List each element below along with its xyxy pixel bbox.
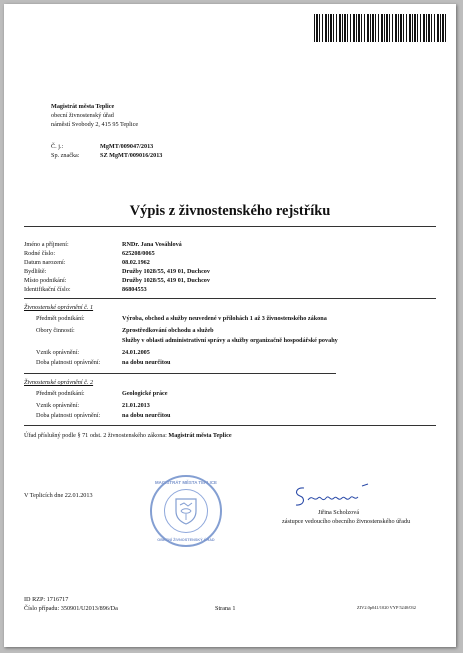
authority-line [24,432,232,439]
coat-of-arms-icon [174,497,198,525]
person-label: Identifikační číslo: [24,286,71,293]
footer-case: Číslo případu: 350901/U2013/896/Da [24,605,118,612]
person-label: Datum narození: [24,259,66,266]
license1-duration-value: na dobu neurčitou [122,359,171,366]
document-title: Výpis z živnostenského rejstříku [129,203,331,219]
license1-origin-label: Vznik oprávnění: [36,349,80,356]
section-divider [24,298,436,299]
section-divider [24,425,436,426]
footer-code: ZIV2.0p041/1020 VYP 5240/032 [357,605,416,610]
sp-value: SZ MgMT/009016/2013 [100,152,163,159]
person-value: 86804553 [122,286,147,293]
license1-fields-label: Obory činností: [36,327,75,334]
sp-label: Sp. značka: [51,152,80,159]
office-type: obecní živnostenský úřad [51,112,114,119]
license2-origin-label: Vznik oprávnění: [36,402,80,409]
stamp-top-text: MAGISTRÁT MĚSTA TEPLICE [155,480,217,485]
barcode [314,14,446,42]
license-divider [24,373,336,374]
license1-subject-value: Výroba, obchod a služby neuvedené v přílohách 1 až 3 živnostenského zákona [122,315,327,322]
office-name: Magistrát města Teplice [51,103,115,110]
office-address: náměstí Svobody 2, 415 95 Teplice [51,121,139,128]
footer-rzp: ID RZP: 1716717 [24,596,69,603]
license1-subject-label: Předmět podnikání: [36,315,85,322]
person-value: Družby 1028/55, 419 01, Duchcov [122,268,210,275]
license2-heading: Živnostenské oprávnění č. 2 [24,379,94,386]
official-stamp [150,475,222,547]
license1-duration-label: Doba platnosti oprávnění: [36,359,101,366]
person-label: Rodné číslo: [24,250,56,257]
place-date: V Teplicích dne 22.01.2013 [24,492,93,499]
stamp-bottom-text: OBECNÍ ŽIVNOSTENSKÝ ÚŘAD [157,538,215,542]
person-value: RNDr. Jana Vosáhlová [122,241,182,248]
license1-heading: Živnostenské oprávnění č. 1 [24,304,94,311]
person-label: Místo podnikání: [24,277,67,284]
signer-role: zástupce vedoucího obecního živnostenského úřadu [282,518,411,525]
license2-subject-label: Předmět podnikání: [36,390,85,397]
license2-subject-value: Geologické práce [122,390,168,397]
license1-field: Služby v oblasti administrativní správy a služby organizačně hospodářské povahy [122,337,338,344]
authority-value: Magistrát města Teplice [168,432,232,439]
license2-origin-value: 21.01.2013 [122,402,150,409]
person-value: 08.02.1962 [122,259,150,266]
cj-label: Č. j.: [51,143,64,150]
license2-duration-label: Doba platnosti oprávnění: [36,412,101,419]
license1-field: Zprostředkování obchodu a služeb [122,327,214,334]
cj-value: MgMT/009047/2013 [100,143,154,150]
signer-name: Jiřina Scholzová [318,509,360,516]
person-value: Družby 1028/55, 419 01, Duchcov [122,277,210,284]
footer-page: Strana 1 [215,605,236,612]
person-label: Jméno a příjmení: [24,241,69,248]
authority-text: Úřad příslušný podle § 71 odst. 2 živnostenského zákona: [24,432,167,439]
person-value: 625208/0065 [122,250,155,257]
handwritten-signature [290,482,382,510]
title-divider [24,226,436,227]
license1-origin-value: 24.01.2005 [122,349,150,356]
document-page [4,4,456,647]
license2-duration-value: na dobu neurčitou [122,412,171,419]
person-label: Bydliště: [24,268,47,275]
